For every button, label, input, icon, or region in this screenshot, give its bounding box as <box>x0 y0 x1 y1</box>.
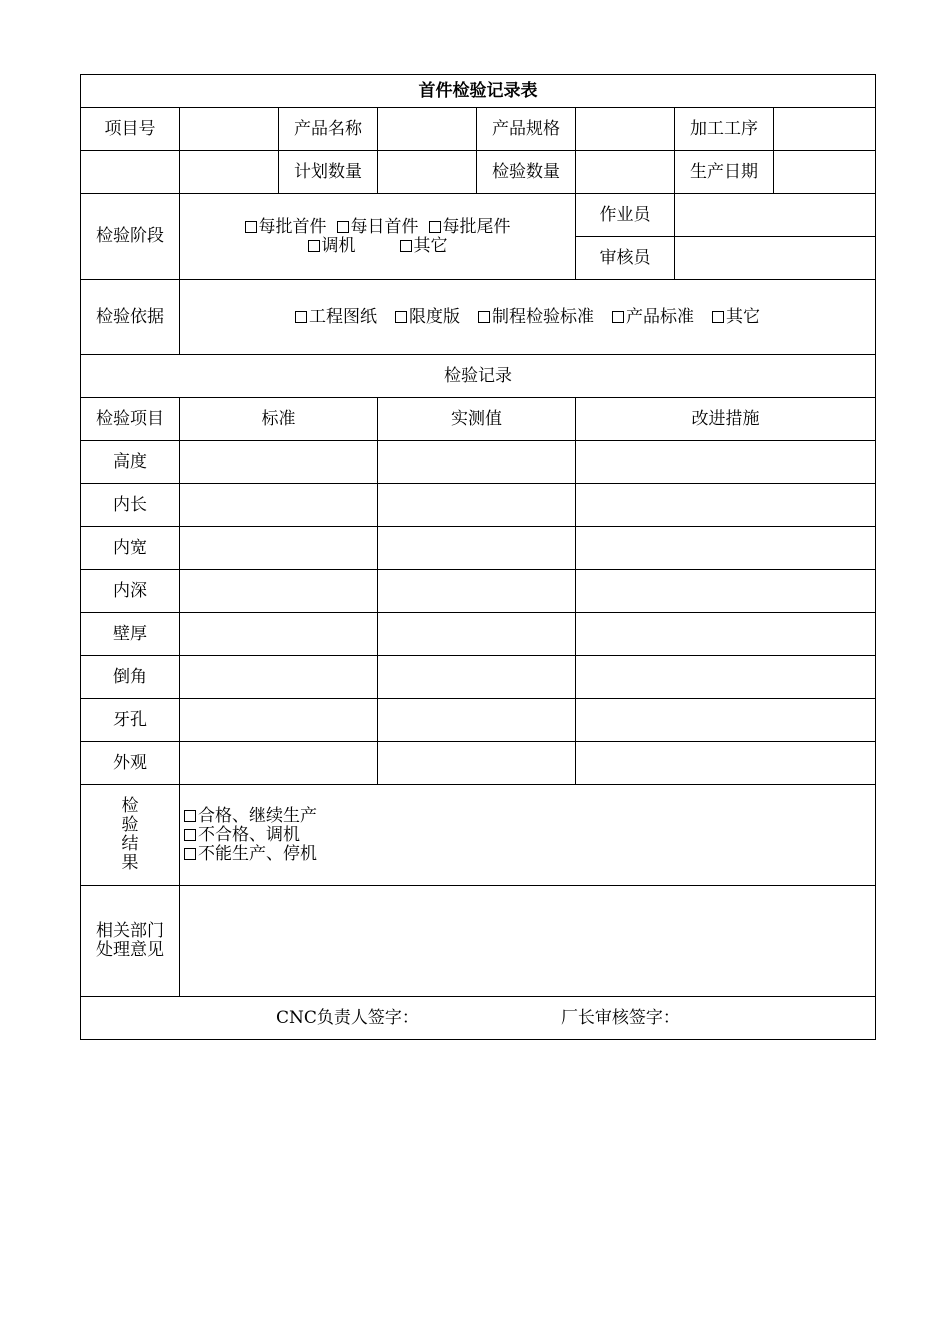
stage-options <box>180 194 576 280</box>
blank-cell <box>81 151 180 194</box>
measured-cell[interactable] <box>378 656 576 699</box>
standard-cell[interactable] <box>180 699 378 742</box>
measured-cell[interactable] <box>378 742 576 785</box>
basis-option-drawing[interactable]: 工程图纸 <box>295 308 377 327</box>
stage-option-daily-first[interactable]: 每日首件 <box>337 218 419 237</box>
record-section-title: 检验记录 <box>81 355 876 398</box>
table-row <box>81 742 876 785</box>
inspect-qty-field[interactable] <box>576 151 675 194</box>
item-label: 牙孔 <box>81 699 180 742</box>
basis-option-process-standard[interactable]: 制程检验标准 <box>478 308 594 327</box>
standard-cell[interactable] <box>180 742 378 785</box>
result-option-stop[interactable]: 不能生产、停机 <box>184 845 875 864</box>
result-options <box>180 785 876 886</box>
improvement-cell[interactable] <box>576 527 876 570</box>
basis-label: 检验依据 <box>81 280 180 355</box>
process-field[interactable] <box>774 108 876 151</box>
measured-cell[interactable] <box>378 527 576 570</box>
stage-option-each-batch-first[interactable]: 每批首件 <box>245 218 327 237</box>
result-option-pass[interactable]: 合格、继续生产 <box>184 807 875 826</box>
basis-option-limit-sample[interactable]: 限度版 <box>395 308 460 327</box>
basis-options <box>180 280 876 355</box>
signature-row <box>81 997 876 1040</box>
item-label: 壁厚 <box>81 613 180 656</box>
checkbox-icon <box>184 810 196 822</box>
improvement-cell[interactable] <box>576 656 876 699</box>
reviewer-label: 审核员 <box>576 237 675 280</box>
project-no-field[interactable] <box>180 108 279 151</box>
standard-cell[interactable] <box>180 441 378 484</box>
checkbox-icon <box>478 311 490 323</box>
stage-options-line-1 <box>180 218 575 237</box>
table-row <box>81 570 876 613</box>
table-row <box>81 484 876 527</box>
reviewer-field[interactable] <box>675 237 876 280</box>
table-row <box>81 527 876 570</box>
checkbox-icon <box>184 829 196 841</box>
improvement-cell[interactable] <box>576 484 876 527</box>
measured-cell[interactable] <box>378 699 576 742</box>
product-name-label: 产品名称 <box>279 108 378 151</box>
result-label: 检 验 结 果 <box>81 785 180 886</box>
checkbox-icon <box>308 240 320 252</box>
checkbox-icon <box>429 221 441 233</box>
factory-signature-label: 厂长审核签字： <box>560 1007 680 1028</box>
checkbox-icon <box>184 848 196 860</box>
column-header-improvement: 改进措施 <box>576 398 876 441</box>
inspect-qty-label: 检验数量 <box>477 151 576 194</box>
process-label: 加工工序 <box>675 108 774 151</box>
standard-cell[interactable] <box>180 656 378 699</box>
stage-label: 检验阶段 <box>81 194 180 280</box>
stage-option-each-batch-last[interactable]: 每批尾件 <box>429 218 511 237</box>
form-title: 首件检验记录表 <box>81 75 876 108</box>
column-header-item: 检验项目 <box>81 398 180 441</box>
operator-field[interactable] <box>675 194 876 237</box>
inspection-form <box>80 74 876 1040</box>
checkbox-icon <box>395 311 407 323</box>
prod-date-label: 生产日期 <box>675 151 774 194</box>
item-label: 内深 <box>81 570 180 613</box>
product-spec-field[interactable] <box>576 108 675 151</box>
plan-qty-label: 计划数量 <box>279 151 378 194</box>
checkbox-icon <box>337 221 349 233</box>
item-label: 内宽 <box>81 527 180 570</box>
item-label: 外观 <box>81 742 180 785</box>
basis-option-other[interactable]: 其它 <box>712 308 760 327</box>
item-label: 倒角 <box>81 656 180 699</box>
improvement-cell[interactable] <box>576 742 876 785</box>
standard-cell[interactable] <box>180 527 378 570</box>
improvement-cell[interactable] <box>576 699 876 742</box>
table-row <box>81 699 876 742</box>
column-header-standard: 标准 <box>180 398 378 441</box>
table-row <box>81 441 876 484</box>
result-option-fail-adjust[interactable]: 不合格、调机 <box>184 826 875 845</box>
standard-cell[interactable] <box>180 613 378 656</box>
item-label: 高度 <box>81 441 180 484</box>
standard-cell[interactable] <box>180 570 378 613</box>
product-name-field[interactable] <box>378 108 477 151</box>
checkbox-icon <box>612 311 624 323</box>
measured-cell[interactable] <box>378 484 576 527</box>
basis-option-product-standard[interactable]: 产品标准 <box>612 308 694 327</box>
column-header-measured: 实测值 <box>378 398 576 441</box>
standard-cell[interactable] <box>180 484 378 527</box>
checkbox-icon <box>295 311 307 323</box>
improvement-cell[interactable] <box>576 570 876 613</box>
measured-cell[interactable] <box>378 441 576 484</box>
cnc-signature-label: CNC负责人签字： <box>276 1007 419 1028</box>
project-no-label: 项目号 <box>81 108 180 151</box>
measured-cell[interactable] <box>378 570 576 613</box>
stage-option-adjust-machine[interactable]: 调机 <box>308 237 356 256</box>
prod-date-field[interactable] <box>774 151 876 194</box>
blank-cell <box>180 151 279 194</box>
improvement-cell[interactable] <box>576 613 876 656</box>
product-spec-label: 产品规格 <box>477 108 576 151</box>
stage-options-line-2 <box>180 237 575 256</box>
stage-option-other[interactable]: 其它 <box>400 237 448 256</box>
improvement-cell[interactable] <box>576 441 876 484</box>
checkbox-icon <box>712 311 724 323</box>
opinion-field[interactable] <box>180 886 876 997</box>
table-row <box>81 613 876 656</box>
plan-qty-field[interactable] <box>378 151 477 194</box>
operator-label: 作业员 <box>576 194 675 237</box>
table-row <box>81 656 876 699</box>
item-label: 内长 <box>81 484 180 527</box>
checkbox-icon <box>400 240 412 252</box>
opinion-label: 相关部门 处理意见 <box>81 886 180 997</box>
checkbox-icon <box>245 221 257 233</box>
measured-cell[interactable] <box>378 613 576 656</box>
